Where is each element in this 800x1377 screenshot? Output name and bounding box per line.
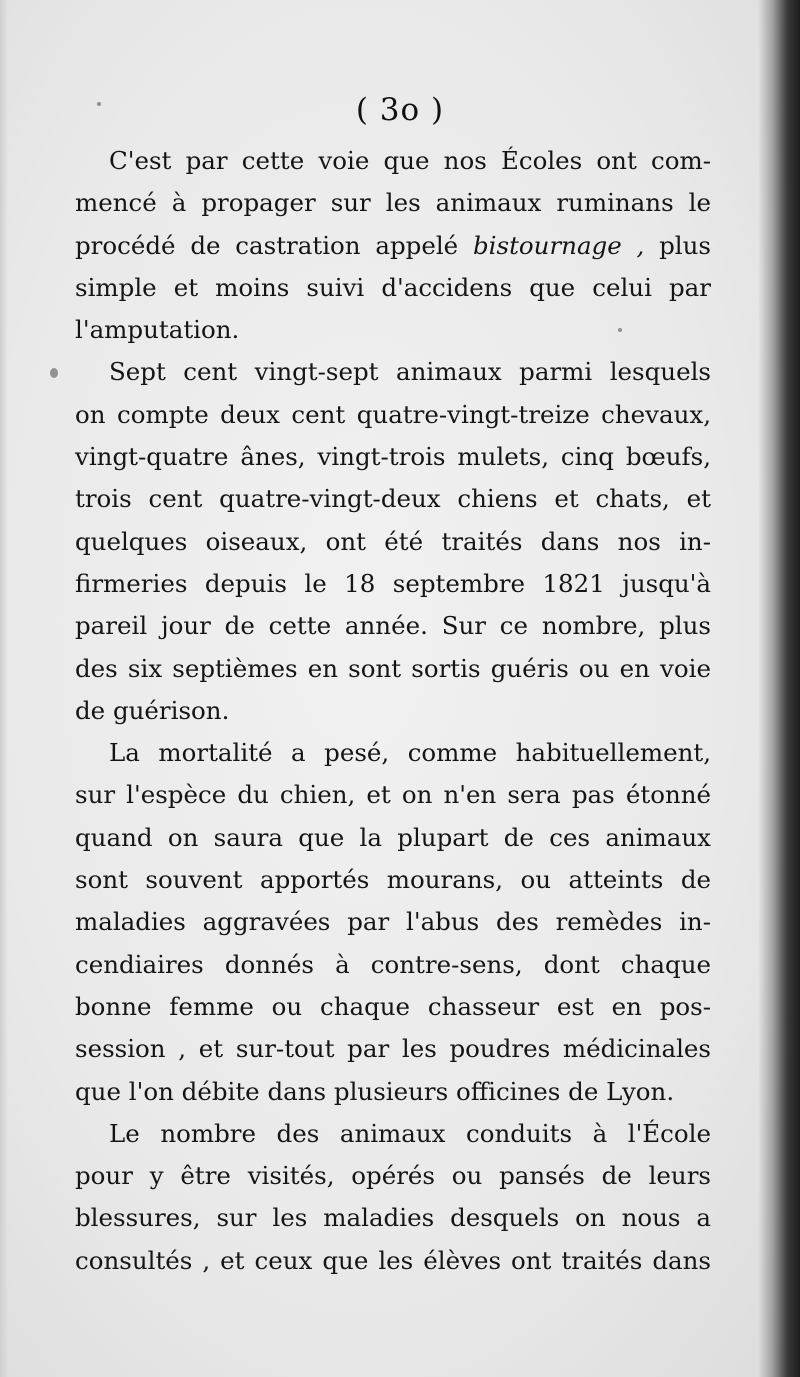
page-left-edge [0, 0, 8, 1377]
page-number: ( 3o ) [355, 92, 445, 128]
text-line: bonne femme ou chaque chasseur est en pos- [75, 991, 711, 1021]
text-line: maladies aggravées par l'abus des remèdes in- [75, 907, 711, 937]
text-line: l'amputation. [75, 315, 240, 345]
paper-speck [97, 102, 101, 106]
text-line: session , et sur-tout par les poudres médicinales [75, 1034, 711, 1064]
text-line: quelques oiseaux, ont été traités dans nos in- [75, 526, 711, 556]
text-line: que l'on débite dans plusieurs officines de Lyon. [75, 1076, 675, 1106]
text-line: sur l'espèce du chien, et on n'en sera pas étonné [75, 780, 711, 810]
text-line: Le nombre des animaux conduits à l'École [109, 1118, 711, 1148]
text-line: La mortalité a pesé, comme habituellement, [109, 738, 711, 768]
text-line: cendiaires donnés à contre-sens, dont chaque [75, 949, 711, 979]
text-line: de guérison. [75, 695, 230, 725]
text-line: pour y être visités, opérés ou pansés de leurs [75, 1161, 711, 1191]
text-line: blessures, sur les maladies desquels on nous a [75, 1203, 711, 1233]
text-line: vingt-quatre ânes, vingt-trois mulets, cinq bœufs, [75, 442, 711, 472]
text-line: firmeries depuis le 18 septembre 1821 jusqu'à [75, 568, 711, 598]
paper-speck [50, 368, 58, 378]
text-line: pareil jour de cette année. Sur ce nombre, plus [75, 611, 711, 641]
paragraph-4 [75, 1113, 711, 1282]
italic-term: bistournage , [472, 230, 645, 260]
text-line [75, 225, 711, 267]
text-line: trois cent quatre-vingt-deux chiens et chats, et [75, 484, 711, 514]
body-text [75, 140, 711, 1282]
text-line: mencé à propager sur les animaux ruminans le [75, 188, 711, 218]
paper-speck [618, 328, 622, 332]
text-line: quand on saura que la plupart de ces animaux [75, 822, 711, 852]
text-line: consultés , et ceux que les élèves ont traités dans [75, 1245, 711, 1275]
text-line: simple et moins suivi d'accidens que celui par [75, 272, 711, 302]
paragraph-2 [75, 351, 711, 732]
text-line: des six septièmes en sont sortis guéris ou en voie [75, 653, 711, 683]
text-line-segment: plus [659, 230, 711, 260]
text-line: on compte deux cent quatre-vingt-treize chevaux, [75, 399, 711, 429]
paragraph-3 [75, 732, 711, 1113]
text-line: C'est par cette voie que nos Écoles ont com- [109, 146, 711, 175]
book-gutter-shadow [758, 0, 800, 1377]
text-line-segment: procédé de castration appelé [75, 230, 459, 260]
paragraph-1 [75, 140, 711, 351]
text-line: Sept cent vingt-sept animaux parmi lesquels [109, 357, 711, 387]
text-line: sont souvent apportés mourans, ou atteints de [75, 865, 711, 895]
